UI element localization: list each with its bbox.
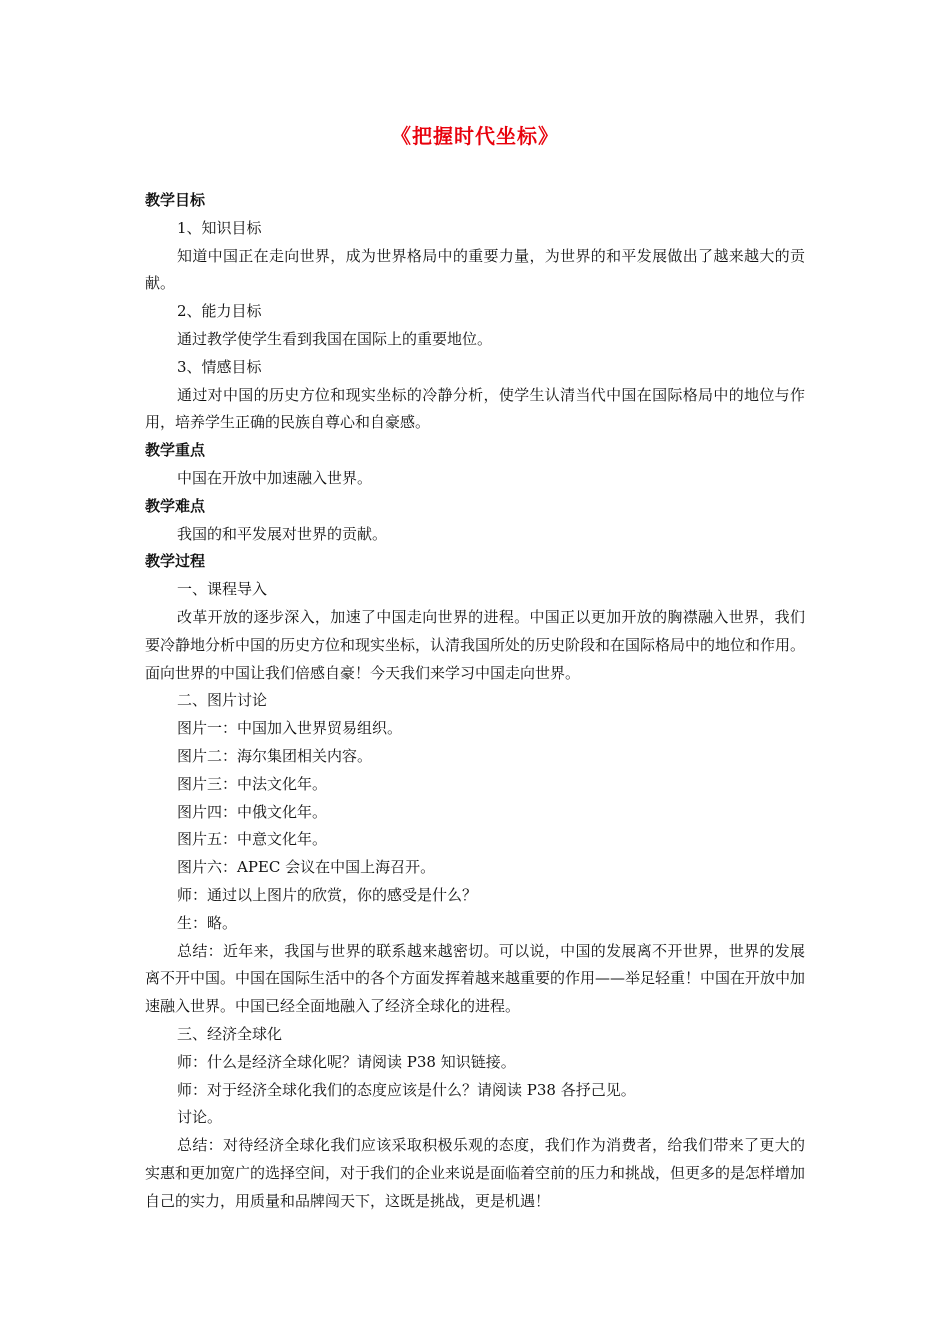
key-point-text: 中国在开放中加速融入世界。: [177, 468, 373, 487]
emotion-objective-text: 通过对中国的历史方位和现实坐标的冷静分析，使学生认清当代中国在国际格局中的地位与作用，培养学生正确的民族自尊心和自豪感。: [145, 385, 805, 432]
teacher-question: 师：对于经济全球化我们的态度应该是什么？请阅读 P38 各抒己见。: [177, 1080, 636, 1099]
picture-item: 图片三：中法文化年。: [177, 774, 328, 793]
summary-paragraph: 总结：对待经济全球化我们应该采取积极乐观的态度，我们作为消费者，给我们带来了更大的实惠和更加宽广的选择空间，对于我们的企业来说是面临着空前的压力和挑战，但更多的是怎样增加自己的实力，用质量和品牌闯天下，这既是挑战，更是机遇！: [145, 1136, 806, 1210]
knowledge-objective-heading: 1、知识目标: [177, 218, 262, 237]
document-body: [145, 187, 805, 1215]
ability-objective-text: 通过教学使学生看到我国在国际上的重要地位。: [177, 329, 493, 348]
key-point-heading: 教学重点: [145, 441, 206, 460]
teacher-question: 师：通过以上图片的欣赏，你的感受是什么？: [177, 885, 478, 904]
intro-heading: 一、课程导入: [177, 580, 268, 599]
ability-objective-heading: 2、能力目标: [177, 302, 262, 321]
difficulty-heading: 教学难点: [145, 496, 206, 515]
teacher-question: 师：什么是经济全球化呢？请阅读 P38 知识链接。: [177, 1052, 516, 1071]
objectives-heading: 教学目标: [145, 191, 206, 209]
pictures-heading: 二、图片讨论: [177, 691, 268, 710]
intro-text: 改革开放的逐步深入，加速了中国走向世界的进程。中国正以更加开放的胸襟融入世界，我们要冷静地分析中国的历史方位和现实坐标，认清我国所处的历史阶段和在国际格局中的地位和作用。面向世界的中国让我们倍感自豪！今天我们来学习中国走向世界。: [145, 607, 806, 682]
picture-item: 图片四：中俄文化年。: [177, 802, 328, 821]
knowledge-objective-text: 知道中国正在走向世界，成为世界格局中的重要力量，为世界的和平发展做出了越来越大的贡献。: [145, 246, 805, 293]
process-heading: 教学过程: [145, 552, 206, 571]
difficulty-text: 我国的和平发展对世界的贡献。: [177, 524, 388, 543]
picture-item: 图片二：海尔集团相关内容。: [177, 746, 373, 765]
student-answer: 生：略。: [177, 913, 238, 932]
picture-item: 图片六：APEC 会议在中国上海召开。: [177, 858, 436, 877]
emotion-objective-heading: 3、情感目标: [177, 357, 262, 376]
discussion-note: 讨论。: [177, 1108, 223, 1127]
picture-item: 图片五：中意文化年。: [177, 830, 328, 849]
summary-paragraph: 总结：近年来，我国与世界的联系越来越密切。可以说，中国的发展离不开世界，世界的发展离不开中国。中国在国际生活中的各个方面发挥着越来越重要的作用——举足轻重！中国在开放中加速融入世界。中国已经全面地融入了经济全球化的进程。: [145, 941, 806, 1016]
document-title: 《把握时代坐标》: [391, 124, 559, 148]
picture-item: 图片一：中国加入世界贸易组织。: [177, 719, 403, 738]
globalization-heading: 三、经济全球化: [177, 1024, 283, 1043]
